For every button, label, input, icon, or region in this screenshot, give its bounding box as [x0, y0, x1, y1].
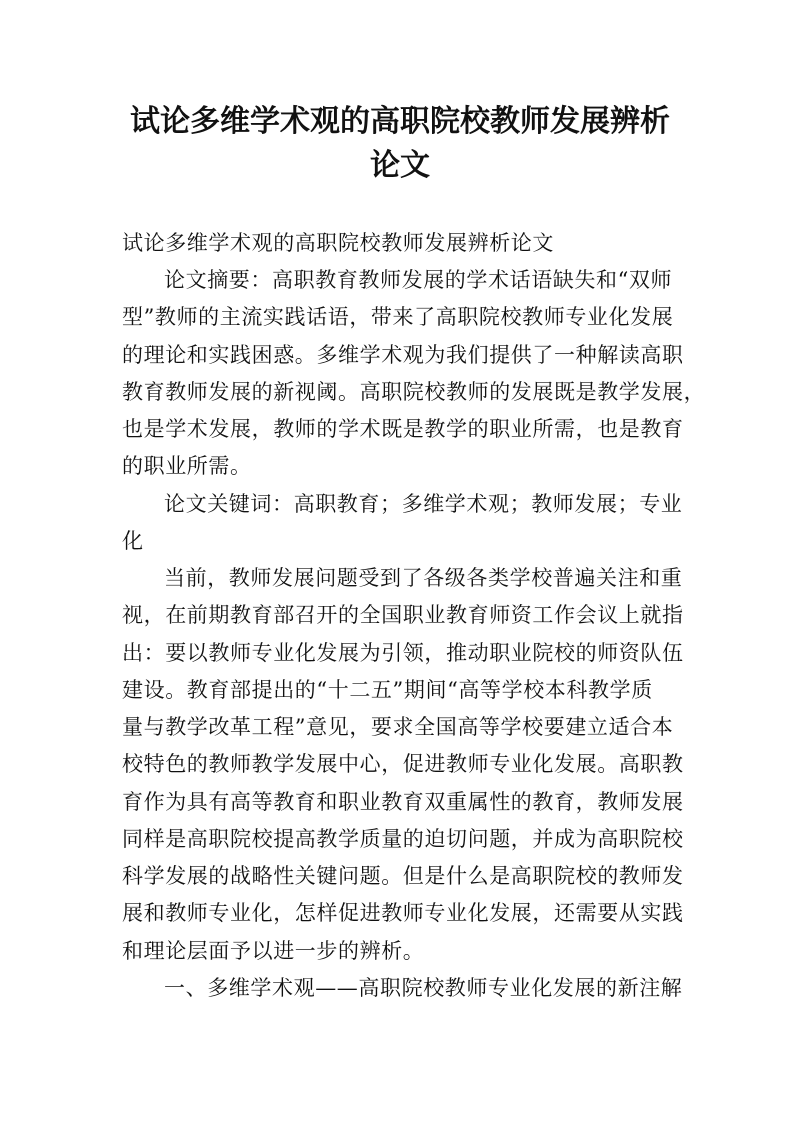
- body-line-1: 试论多维学术观的高职院校教师发展辨析论文: [122, 231, 554, 255]
- intro-line-8: 同样是高职院校提高教学质量的迫切问题，并成为高职院校: [122, 827, 684, 851]
- intro-line-9: 科学发展的战略性关键问题。但是什么是高职院校的教师发: [122, 864, 684, 888]
- intro-line-4: 建设。教育部提出的“十二五”期间“高等学校本科教学质: [122, 678, 653, 702]
- abstract-line-6: 的职业所需。: [122, 454, 252, 478]
- document-title-line-1: 试论多维学术观的高职院校教师发展辨析: [130, 104, 670, 139]
- keywords-line-1: 论文关键词：高职教育；多维学术观；教师发展；专业: [164, 492, 683, 516]
- keywords-line-2: 化: [122, 529, 144, 553]
- intro-line-11: 和理论层面予以进一步的辨析。: [122, 939, 425, 963]
- abstract-line-5: 也是学术发展，教师的学术既是教学的职业所需，也是教育: [122, 417, 684, 441]
- abstract-line-3: 的理论和实践困惑。多维学术观为我们提供了一种解读高职: [122, 343, 684, 367]
- intro-line-5: 量与教学改革工程”意见，要求全国高等学校要建立适合本: [122, 715, 674, 739]
- abstract-line-1: 论文摘要：高职教育教师发展的学术话语缺失和“双师: [164, 268, 673, 292]
- intro-line-1: 当前，教师发展问题受到了各级各类学校普遍关注和重: [164, 566, 683, 590]
- abstract-line-4: 教育教师发展的新视阈。高职院校教师的发展既是教学发展，: [122, 380, 706, 404]
- intro-line-6: 校特色的教师教学发展中心，促进教师专业化发展。高职教: [122, 752, 684, 776]
- intro-line-10: 展和教师专业化，怎样促进教师专业化发展，还需要从实践: [122, 901, 684, 925]
- abstract-line-2: 型”教师的主流实践话语，带来了高职院校教师专业化发展: [122, 305, 674, 329]
- intro-line-7: 育作为具有高等教育和职业教育双重属性的教育，教师发展: [122, 790, 684, 814]
- section-heading-1: 一、多维学术观——高职院校教师专业化发展的新注解: [164, 976, 683, 1000]
- intro-line-2: 视，在前期教育部召开的全国职业教育师资工作会议上就指: [122, 603, 684, 627]
- document-title-line-2: 论文: [370, 148, 430, 183]
- intro-line-3: 出：要以教师专业化发展为引领，推动职业院校的师资队伍: [122, 641, 684, 665]
